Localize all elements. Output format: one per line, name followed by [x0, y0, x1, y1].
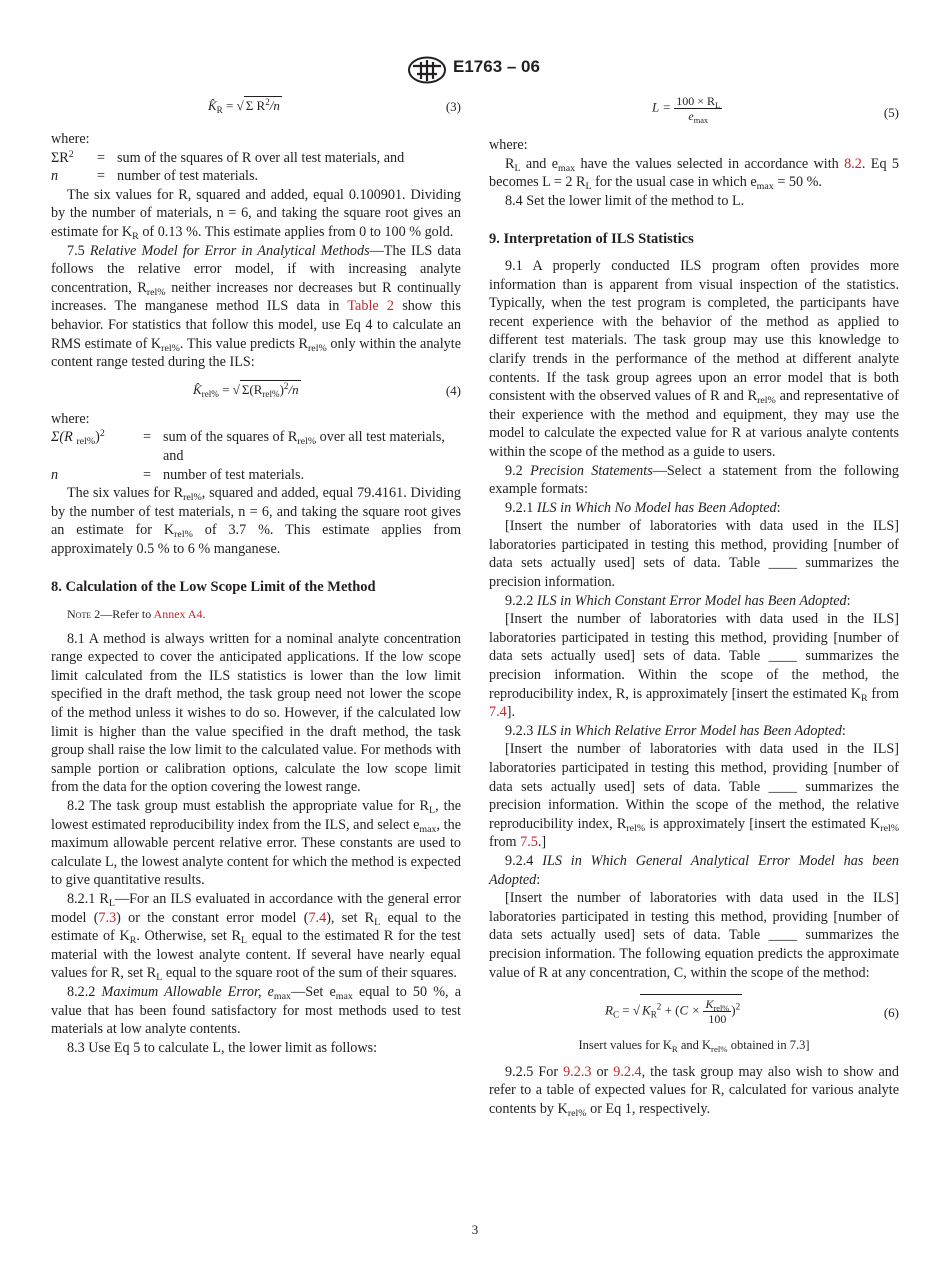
section-7-3-link[interactable]: 7.3 — [98, 909, 117, 926]
section-9-2-3-link[interactable]: 9.2.3 — [563, 1063, 592, 1080]
paragraph-six-values-manganese: The six values for $R_{rel\%}$, squared and added, equal 79.4161. Dividing by the number of test materials, n = 6, and taking the square root gives an estimate for $K_{rel\%}$ of 3.7 %. This estimate applies from approximately 0.5 % to 6 % manganese. — [51, 485, 461, 557]
paragraph-8-2-1: 8.2.1 $R_L—For$ an ILS evaluated in accordance with the general error model (7.3) or the constant error model (7.4), set $R_L$ equal to the estimate of $K_R$. Otherwise, set $R_L$ equal to the estimated R for the test material with the lowest analyte content. If several have nearly equal values for R, set $R_L$ equal to the square root of the sum of their squares. — [51, 890, 462, 984]
where-list-1 — [51, 149, 461, 186]
equation-4: $K̂_{rel\%}$ = √ $\Sigma(R_{rel\%})^2/n$ (4) — [193, 380, 461, 399]
paragraph-8-2-2: 8.2.2 Maximum Allowable Error, $e_{max}—Set$ $e_{max}$ equal to 50 %, a value that has been found satisfactory for most methods used to test materials at low analyte contents. — [51, 983, 462, 1038]
equation-6-fraction: $\frac{K_{rel\%}}{100}$ — [705, 997, 730, 1027]
section-8-heading: 8. Calculation of the Low Scope Limit of the Method — [51, 579, 376, 596]
paragraph-9-2-1-body: [Insert the number of laboratories with data used in the ILS] laboratories participated in testing this method, providing [number of data sets actually used] sets of data. Table ____ summarizes the precision information. — [489, 518, 899, 591]
paragraph-six-values-gold: The six values for R, squared and added, equal 0.100901. Dividing by the number of materials, n = 6, and taking the square root gives an estimate for $K_R$ of 0.13 %. This estimate applies from 0 to 100 % gold. — [51, 186, 461, 242]
where-row: Σ(R $_{rel\%}$)$^2$ = sum of the squares of $R_{rel\%}$ over all test materials, and — [51, 428, 445, 464]
table-2-link[interactable]: Table 2 — [347, 298, 395, 315]
section-8-2-link[interactable]: 8.2 — [844, 155, 862, 172]
paragraph-8-4: 8.4 Set the lower limit of the method to L. — [505, 192, 745, 209]
where-row: n = number of test materials. — [51, 466, 305, 483]
where-row: n = number of test materials. — [51, 168, 259, 185]
equation-5: L = $\frac{100 \times R_L}{e_{max}}$ (5) — [652, 94, 899, 125]
page-number: 3 — [471, 1222, 479, 1237]
paragraph-9-2-3-title: 9.2.3 ILS in Which Relative Error Model has Been Adopted: — [505, 722, 846, 739]
note-2: Note 2—Refer to Annex A4. — [67, 607, 206, 622]
equation-6: $R_C$ = √ $K_R^2 + (C$ × $\frac{K_{rel\%}}{100}$ )$^2$ (6) — [489, 986, 899, 1036]
where-label-2: where: — [51, 410, 90, 427]
section-7-4-link[interactable]: 7.4 — [308, 909, 327, 926]
paragraph-9-2-1-title: 9.2.1 ILS in Which No Model has Been Adopted: — [505, 499, 781, 516]
paragraph-8-1: 8.1 A method is always written for a nominal analyte concentration range expected to cover the anticipated applications. If the low scope limit calculated from the ILS statistics is lower than the low limit specified in the draft method, the task group need not lower the scope of the method unless it wishes to do so. However, if the calculated low limit is higher than the value specified in the draft method, the task group shall raise the low limit to the calculated value. For methods with sample portion or calibration options, calculate the low scope limit from the data for the option covering the lowest range. — [51, 630, 461, 796]
paragraph-rl-emax: $R_L$ and $e_{max}$ have the values selected in accordance with 8.2. Eq 5 becomes L = 2 $R_L$ for the usual case in which $e_{max} = 50$ %. — [489, 155, 899, 193]
equation-3: $K̂_R$ = √ Σ $R^2/n$ (3) — [208, 97, 461, 115]
section-9-heading: 9. Interpretation of ILS Statistics — [489, 231, 694, 248]
section-7-4-link[interactable]: 7.4 — [489, 704, 507, 721]
page-header — [0, 56, 950, 86]
where-list-2 — [51, 428, 461, 484]
paragraph-9-2-4-body: [Insert the number of laboratories with data used in the ILS] laboratories participated in testing this method, providing [number of data sets actually used] sets of data. Table ____ summarizes the precision information. The following equation predicts the approximate value of R at any concentration, C, within the scope of the method: — [489, 890, 899, 981]
paragraph-9-2: 9.2 Precision Statements—Select a statement from the following example formats: — [489, 462, 899, 498]
where-label-1: where: — [51, 131, 90, 147]
designation-title: E1763 – 06 — [453, 57, 540, 76]
left-column — [51, 92, 461, 1057]
paragraph-9-2-2-body: [Insert the number of laboratories with data used in the ILS] laboratories participated in testing this method, providing [number of data sets actually used] sets of data. Table ____ summarizes the precision information. Within the scope of the method, the reproducibility index, R, is approximately [insert the estimated $K_R$ from 7.4]. — [489, 611, 899, 721]
paragraph-9-2-4-title: 9.2.4 ILS in Which General Analytical Error Model has been Adopted: — [489, 852, 899, 888]
astm-logo-icon — [407, 56, 447, 84]
paragraph-9-2-3-body: [Insert the number of laboratories with data used in the ILS] laboratories participated in testing this method, providing [number of data sets actually used] sets of data. Table ____ summarizes the precision information. Within the scope of the method, the relative reproducibility index, $R_{rel\%}$ is approximately [insert the estimated $K_{rel\%}$ from 7.5.] — [489, 741, 899, 851]
annex-a4-link[interactable]: Annex A4 — [153, 607, 203, 622]
section-7-5-link[interactable]: 7.5 — [520, 834, 538, 851]
section-9-2-4-link[interactable]: 9.2.4 — [613, 1063, 642, 1080]
paragraph-7-5: 7.5 Relative Model for Error in Analytical Methods—The ILS data follows the relative error model, if with increasing analyte concentration, $R_{rel\%}$ neither increases nor decreases but R continually increases. The manganese method ILS data in Table 2 show this behavior. For statistics that follow this model, use Eq 4 to calculate an RMS estimate of $K_{rel\%}$. This value predicts $R_{rel\%}$ only within the analyte content range tested during the ILS: — [51, 242, 462, 371]
paragraph-8-3: 8.3 Use Eq 5 to calculate L, the lower limit as follows: — [67, 1039, 378, 1056]
where-row: $\Sigma R^2$ = sum of the squares of R over all test materials, and — [51, 148, 405, 166]
where-label-3: where: — [489, 137, 528, 153]
paragraph-8-2: 8.2 The task group must establish the appropriate value for $R_L$, the lowest estimated reproducibility index from the ILS, and select $e_{max}$, the maximum allowable percent relative error. These constants are used to calculate L, the lowest analyte content for which the method is expected to give quantitative results. — [51, 798, 462, 889]
equation-5-fraction: $\frac{100 \times R_L}{e_{max}}$ — [676, 94, 721, 125]
paragraph-9-2-5: 9.2.5 For 9.2.3 or 9.2.4, the task group may also wish to show and refer to a table of expected values for R, calculated for various analyte contents by $K_{rel\%}$ or Eq 1, respectively. — [489, 1063, 899, 1119]
right-column — [489, 92, 899, 1119]
equation-6-caption: Insert values for $K_R$ and $K_{rel\%}$ obtained in 7.3] — [578, 1038, 810, 1055]
paragraph-9-1: 9.1 A properly conducted ILS program often provides more information than is apparent from visual inspection of the statistics. Typically, when the test program is completed, the participants have recent experience with the behavior of the method as applied to different test materials. The task group may use this knowledge to clarify trends in the performance of the method at different analyte contents. If the task group agrees upon an error model that is both consistent with the observed values of R and $R_{rel\%}$ and representative of their experience with the method and equipment, they may use the model to calculate the expected value for R at various analyte contents within the scope of the method as a guide to users. — [489, 257, 899, 460]
paragraph-9-2-2-title: 9.2.2 ILS in Which Constant Error Model has Been Adopted: — [505, 592, 851, 609]
